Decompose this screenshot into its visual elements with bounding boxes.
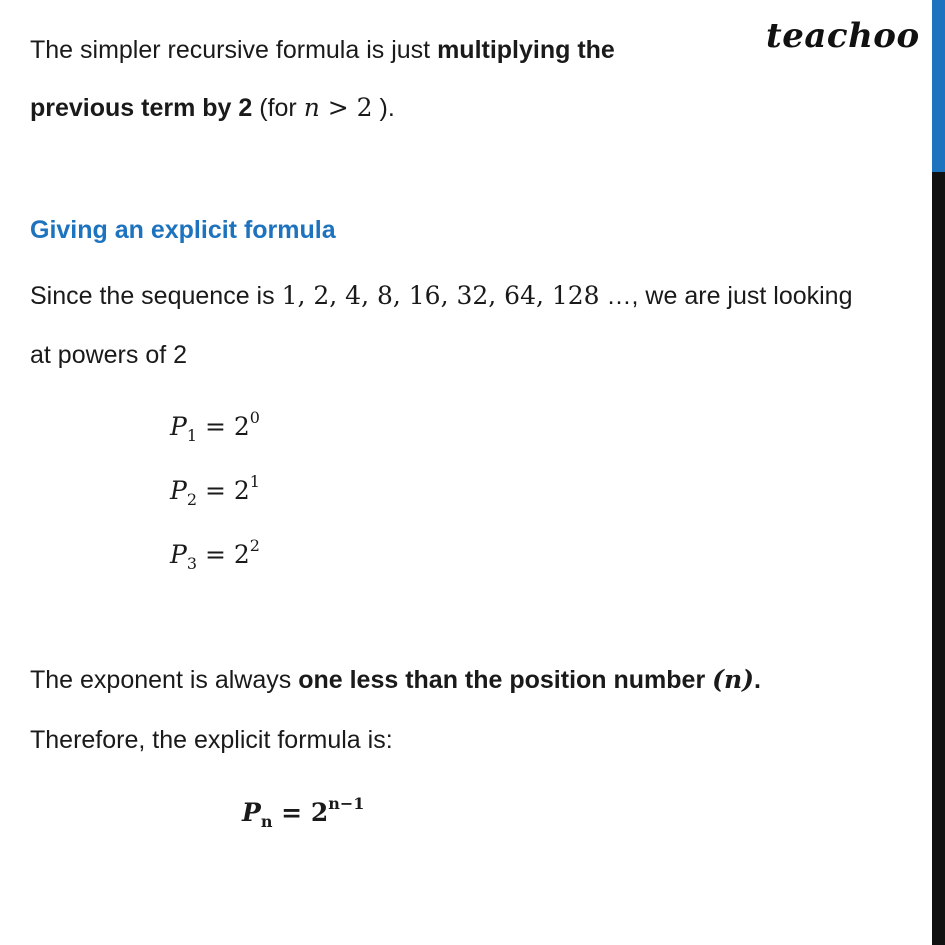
eq-rhs: = 2: [204, 540, 250, 569]
scrollbar-thumb[interactable]: [932, 0, 945, 172]
para1-line2: [30, 92, 395, 124]
eq-sub: 1: [186, 426, 198, 445]
eq-var: P: [170, 476, 187, 505]
teachoo-logo: teachoo: [766, 16, 920, 56]
eq-sup: 1: [249, 472, 260, 491]
eq-var: P: [170, 412, 187, 441]
para2-text: Since the sequence is: [30, 282, 282, 310]
math-rel: > 2: [319, 93, 373, 122]
para1-line1: [30, 34, 615, 66]
para3-bold: one less than the position number: [298, 666, 713, 694]
eq-sup: 0: [249, 408, 260, 427]
para1-bold: multiplying the: [437, 36, 615, 64]
final-var: P: [242, 798, 261, 827]
eq-sub: 3: [186, 554, 198, 573]
equation-p1: [170, 402, 260, 452]
final-formula: [242, 788, 364, 838]
eq-sup: 2: [249, 536, 260, 555]
para2-suffix: …, we are just looking: [599, 282, 853, 310]
para3: [30, 664, 761, 696]
eq-sub: 2: [186, 490, 198, 509]
final-sup: n−1: [328, 794, 365, 813]
math-n: n: [303, 93, 320, 122]
para3-suffix: .: [753, 666, 761, 694]
para1-bold-2: previous term by 2: [30, 94, 253, 122]
para3-text: The exponent is always: [30, 666, 299, 694]
math-n-paren: (n): [712, 665, 754, 694]
para2-line1: [30, 280, 853, 312]
equation-p2: [170, 466, 260, 516]
final-rhs: = 2: [281, 798, 329, 827]
eq-var: P: [170, 540, 187, 569]
section-heading: Giving an explicit formula: [30, 216, 336, 244]
eq-rhs: = 2: [204, 412, 250, 441]
para1-suffix: ).: [372, 94, 395, 122]
para1-text-2: (for: [252, 94, 304, 122]
para4: Therefore, the explicit formula is:: [30, 726, 393, 754]
sequence-math: 1, 2, 4, 8, 16, 32, 64, 128: [281, 281, 600, 310]
para1-text: The simpler recursive formula is just: [30, 36, 438, 64]
equation-p3: [170, 530, 260, 580]
para2-line2: at powers of 2: [30, 341, 188, 369]
eq-rhs: = 2: [204, 476, 250, 505]
final-sub: n: [260, 812, 273, 831]
